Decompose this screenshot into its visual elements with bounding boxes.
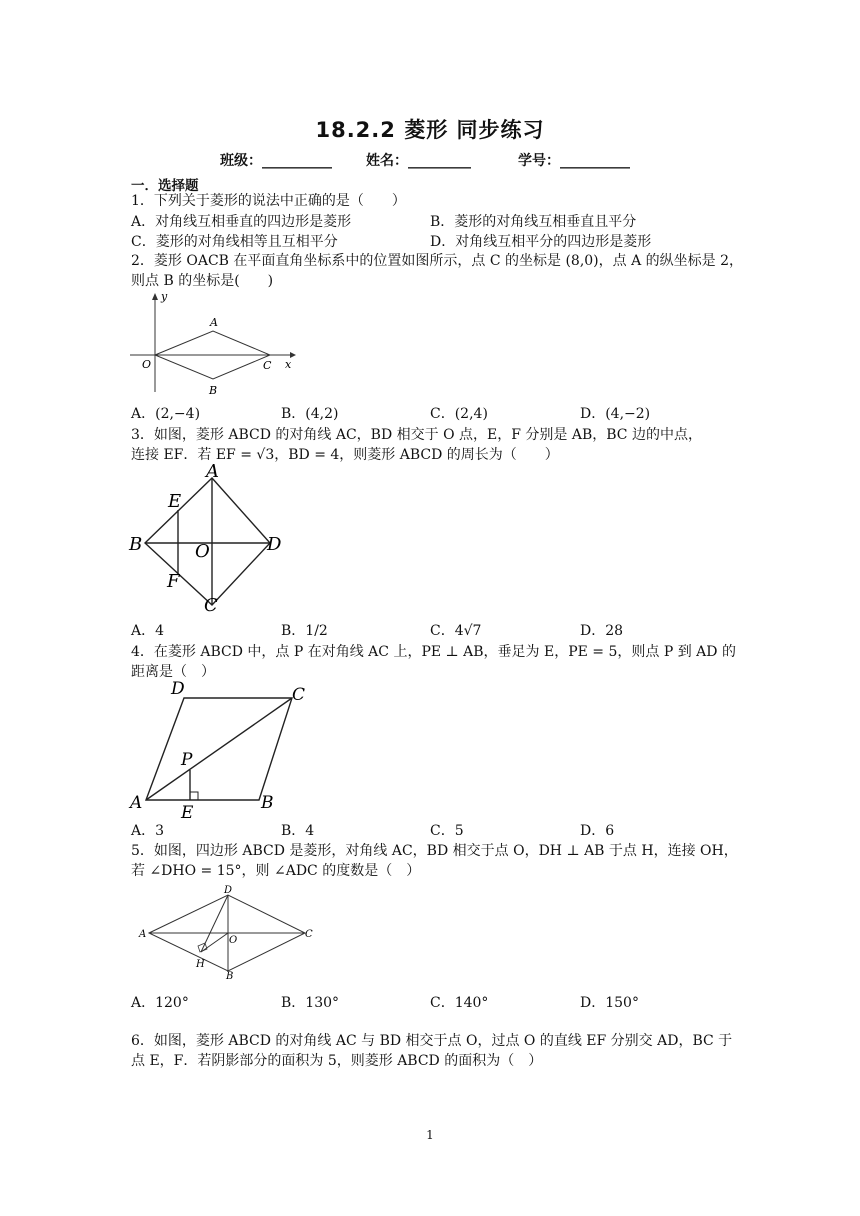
class-field: 班级：__________ — [220, 153, 332, 169]
q2-label-b: B — [209, 384, 218, 397]
question-3-stem-line2: 连接 EF．若 EF = √3，BD = 4，则菱形 ABCD 的周长为（ ） — [131, 447, 559, 463]
q4-label-e: E — [181, 803, 194, 820]
q5-label-h: H — [196, 959, 205, 970]
q3-option-c: C．4√7 — [430, 623, 482, 639]
q2-option-d: D．(4,−2) — [580, 406, 651, 422]
section-heading: 一．选择题 — [131, 178, 199, 194]
q4-label-d: D — [171, 679, 185, 699]
question-5-stem-line2: 若 ∠DHO = 15°，则 ∠ADC 的度数是（ ） — [131, 863, 421, 879]
q3-option-a: A．4 — [131, 623, 165, 639]
q3-label-e: E — [168, 491, 182, 512]
q2-option-a: A．(2,−4) — [131, 406, 201, 422]
q4-label-b: B — [261, 793, 274, 813]
q5-option-b: B．130° — [281, 995, 340, 1011]
q3-label-c: C — [204, 595, 218, 616]
question-6-stem-line1: 6．如图，菱形 ABCD 的对角线 AC 与 BD 相交于点 O，过点 O 的直线 EF 分别交 AD，BC 于 — [131, 1033, 733, 1049]
q5-label-c: C — [305, 929, 313, 940]
q5-label-a: A — [139, 929, 147, 940]
q3-option-d: D．28 — [580, 623, 624, 639]
q2-label-y: y — [161, 290, 168, 303]
q3-figure — [125, 462, 290, 617]
q5-label-b: B — [226, 971, 234, 982]
name-field: 姓名：_________ — [366, 153, 471, 169]
q3-label-o: O — [195, 541, 210, 562]
q5-label-d: D — [224, 885, 233, 896]
q1-option-d: D．对角线互相平分的四边形是菱形 — [430, 234, 652, 250]
q4-label-a: A — [130, 793, 143, 813]
q5-option-a: A．120° — [131, 995, 189, 1011]
q3-label-f: F — [167, 571, 180, 592]
q4-option-a: A．3 — [131, 823, 165, 839]
q4-label-p: P — [181, 750, 193, 770]
q2-label-c: C — [263, 359, 272, 372]
q4-option-b: B．4 — [281, 823, 315, 839]
page-number: 1 — [426, 1128, 434, 1142]
q1-option-b: B．菱形的对角线互相垂直且平分 — [430, 214, 637, 230]
q4-option-d: D．6 — [580, 823, 615, 839]
q2-label-o: O — [142, 358, 152, 371]
q3-label-a: A — [206, 462, 219, 482]
student-id-field: 学号：__________ — [518, 153, 630, 169]
q5-option-c: C．140° — [430, 995, 489, 1011]
q3-label-d: D — [267, 534, 282, 555]
q2-label-x: x — [285, 358, 292, 371]
q2-figure — [125, 288, 300, 398]
question-2-stem-line1: 2．菱形 OACB 在平面直角坐标系中的位置如图所示，点 C 的坐标是 (8,0)，点 A 的纵坐标是 2， — [131, 253, 744, 269]
q2-label-a: A — [210, 316, 218, 329]
q5-figure — [135, 882, 325, 982]
q2-option-c: C．(2,4) — [430, 406, 488, 422]
q4-figure — [125, 678, 315, 820]
q3-option-b: B．1/2 — [281, 623, 328, 639]
q4-label-c: C — [292, 685, 306, 705]
q5-option-d: D．150° — [580, 995, 639, 1011]
q3-label-b: B — [129, 534, 143, 555]
q4-option-c: C．5 — [430, 823, 464, 839]
q5-label-o: O — [229, 935, 238, 946]
page-title: 18.2.2 菱形 同步练习 — [315, 118, 545, 142]
question-3-stem-line1: 3．如图，菱形 ABCD 的对角线 AC，BD 相交于 O 点，E，F 分别是 AB，BC 边的中点， — [131, 427, 702, 443]
question-1-stem: 1．下列关于菱形的说法中正确的是（ ） — [131, 193, 406, 209]
q1-option-c: C．菱形的对角线相等且互相平分 — [131, 234, 338, 250]
question-6-stem-line2: 点 E，F．若阴影部分的面积为 5，则菱形 ABCD 的面积为（ ） — [131, 1053, 543, 1069]
q2-option-b: B．(4,2) — [281, 406, 339, 422]
q1-option-a: A．对角线互相垂直的四边形是菱形 — [131, 214, 352, 230]
question-2-stem-line2: 则点 B 的坐标是( ) — [131, 273, 274, 289]
question-5-stem-line1: 5．如图，四边形 ABCD 是菱形，对角线 AC，BD 相交于点 O，DH ⊥ AB 于点 H，连接 OH， — [131, 843, 738, 859]
question-4-stem-line1: 4．在菱形 ABCD 中，点 P 在对角线 AC 上，PE ⊥ AB，垂足为 E，PE = 5，则点 P 到 AD 的 — [131, 644, 736, 660]
question-4-stem-line2: 距离是（ ） — [131, 664, 215, 680]
